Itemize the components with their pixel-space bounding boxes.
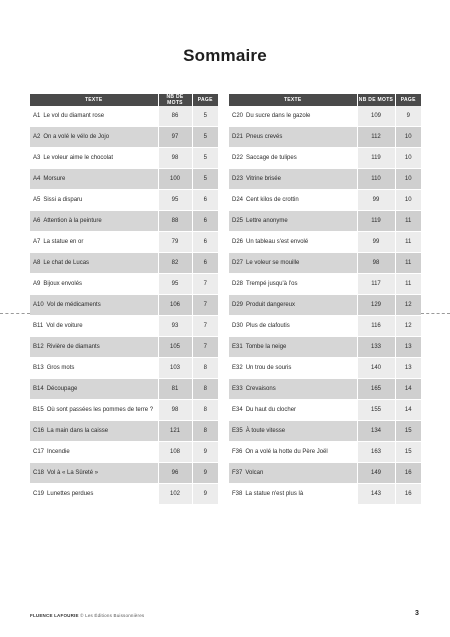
table-row: [229, 148, 421, 169]
table-row: [30, 358, 218, 379]
footer-brand: FLUENCE LAFOURIE: [30, 613, 79, 618]
word-count-cell: 93: [158, 316, 192, 337]
page-cell: 8: [192, 421, 218, 442]
story-code: B13: [33, 365, 44, 371]
table-row: [229, 274, 421, 295]
story-title: Trempé jusqu'à l'os: [246, 281, 298, 287]
page-cell: 9: [192, 463, 218, 484]
story-title: Sissi a disparu: [43, 197, 83, 203]
page-cell: 14: [395, 400, 421, 421]
story-code: D29: [232, 302, 244, 308]
story-code: B15: [33, 407, 44, 413]
story-title-cell: [229, 421, 357, 442]
word-count-cell: 86: [158, 106, 192, 127]
table-row: [30, 169, 218, 190]
story-title: Du haut du clocher: [245, 407, 297, 413]
story-title-cell: [229, 190, 357, 211]
page-cell: 10: [395, 127, 421, 148]
cut-mark-right: [421, 313, 450, 314]
table-row: [229, 316, 421, 337]
story-title-cell: [30, 337, 158, 358]
table-row: [30, 379, 218, 400]
word-count-cell: 119: [357, 148, 395, 169]
story-title: Lunettes perdues: [47, 491, 94, 497]
story-title-cell: [30, 316, 158, 337]
page-cell: 6: [192, 232, 218, 253]
header-word-count: NB DE MOTS: [158, 94, 192, 106]
story-title-cell: [229, 358, 357, 379]
page-cell: 14: [395, 379, 421, 400]
word-count-cell: 134: [357, 421, 395, 442]
page-cell: 5: [192, 127, 218, 148]
table-header-row: [229, 94, 421, 106]
story-code: F36: [232, 449, 243, 455]
word-count-cell: 82: [158, 253, 192, 274]
table-row: [30, 337, 218, 358]
story-title: Découpage: [46, 386, 78, 392]
story-title: Attention à la peinture: [43, 218, 102, 224]
story-code: D26: [232, 239, 244, 245]
table-row: [229, 421, 421, 442]
story-code: E34: [232, 407, 243, 413]
story-title: Pneus crevés: [246, 134, 283, 140]
table-header-row: [30, 94, 218, 106]
story-title-cell: [30, 421, 158, 442]
word-count-cell: 98: [158, 148, 192, 169]
story-title: On a volé la hotte du Père Joël: [245, 449, 328, 455]
word-count-cell: 102: [158, 484, 192, 505]
page-cell: 13: [395, 358, 421, 379]
story-title-cell: [229, 484, 357, 505]
story-code: A3: [33, 155, 41, 161]
word-count-cell: 103: [158, 358, 192, 379]
table-row: [229, 463, 421, 484]
page-cell: 9: [192, 442, 218, 463]
story-code: F38: [232, 491, 243, 497]
story-title-cell: [229, 379, 357, 400]
contents-table-left: [30, 94, 218, 505]
table-row: [30, 295, 218, 316]
word-count-cell: 97: [158, 127, 192, 148]
story-title: À toute vitesse: [245, 428, 286, 434]
story-title: Vol de voiture: [46, 323, 83, 329]
table-row: [229, 127, 421, 148]
story-title-cell: [30, 442, 158, 463]
table-row: [229, 211, 421, 232]
story-title: Lettre anonyme: [246, 218, 288, 224]
table-row: [30, 253, 218, 274]
word-count-cell: 163: [357, 442, 395, 463]
story-title: Saccage de tulipes: [246, 155, 297, 161]
table-row: [229, 106, 421, 127]
story-title: Rivière de diamants: [46, 344, 100, 350]
story-code: C18: [33, 470, 45, 476]
story-title-cell: [229, 274, 357, 295]
page-cell: 9: [395, 106, 421, 127]
story-code: D21: [232, 134, 244, 140]
header-text: TEXTE: [229, 94, 357, 106]
table-row: [229, 169, 421, 190]
word-count-cell: 95: [158, 190, 192, 211]
story-title-cell: [30, 190, 158, 211]
story-title: Produit dangereux: [246, 302, 296, 308]
story-code: C20: [232, 113, 244, 119]
story-title-cell: [30, 253, 158, 274]
page-cell: 13: [395, 337, 421, 358]
story-title: On a volé le vélo de Jojo: [43, 134, 110, 140]
page-cell: 7: [192, 316, 218, 337]
word-count-cell: 112: [357, 127, 395, 148]
page-cell: 9: [192, 484, 218, 505]
story-title-cell: [30, 379, 158, 400]
story-title-cell: [229, 106, 357, 127]
table-row: [229, 442, 421, 463]
story-title: Gros mots: [46, 365, 75, 371]
word-count-cell: 121: [158, 421, 192, 442]
page-cell: 15: [395, 442, 421, 463]
word-count-cell: 155: [357, 400, 395, 421]
header-text: TEXTE: [30, 94, 158, 106]
story-code: F37: [232, 470, 243, 476]
page-cell: 7: [192, 274, 218, 295]
story-code: E32: [232, 365, 243, 371]
story-code: D25: [232, 218, 244, 224]
page-cell: 16: [395, 484, 421, 505]
page-cell: 6: [192, 190, 218, 211]
table-row: [30, 484, 218, 505]
story-title: Cent kilos de crottin: [246, 197, 299, 203]
table-row: [30, 232, 218, 253]
word-count-cell: 100: [158, 169, 192, 190]
header-page: PAGE: [395, 94, 421, 106]
page-cell: 10: [395, 190, 421, 211]
page-cell: 8: [192, 379, 218, 400]
story-code: A10: [33, 302, 44, 308]
table-row: [30, 148, 218, 169]
story-code: E33: [232, 386, 243, 392]
page-cell: 7: [192, 337, 218, 358]
page-cell: 7: [192, 295, 218, 316]
table-row: [30, 190, 218, 211]
page-cell: 11: [395, 253, 421, 274]
cut-mark-left: [0, 313, 30, 314]
story-code: A7: [33, 239, 41, 245]
story-title: Un tableau s'est envolé: [246, 239, 309, 245]
story-code: A2: [33, 134, 41, 140]
story-title-cell: [30, 127, 158, 148]
story-title-cell: [30, 400, 158, 421]
story-title-cell: [229, 337, 357, 358]
story-title-cell: [229, 295, 357, 316]
page-cell: 5: [192, 148, 218, 169]
table-row: [229, 379, 421, 400]
table-row: [229, 295, 421, 316]
footer-credit: [30, 613, 144, 618]
word-count-cell: 119: [357, 211, 395, 232]
story-code: D27: [232, 260, 244, 266]
story-code: A4: [33, 176, 41, 182]
story-title-cell: [229, 442, 357, 463]
page-number: 3: [415, 610, 419, 617]
page-cell: 5: [192, 169, 218, 190]
word-count-cell: 110: [357, 169, 395, 190]
page-cell: 5: [192, 106, 218, 127]
page-cell: 15: [395, 421, 421, 442]
story-title-cell: [229, 463, 357, 484]
page-cell: 11: [395, 211, 421, 232]
story-title: Incendie: [47, 449, 70, 455]
story-code: C16: [33, 428, 45, 434]
story-title: Vol de médicaments: [46, 302, 101, 308]
story-title: Plus de clafoutis: [246, 323, 290, 329]
story-title-cell: [229, 316, 357, 337]
story-title: Le voleur se mouille: [246, 260, 300, 266]
word-count-cell: 108: [158, 442, 192, 463]
story-title-cell: [229, 127, 357, 148]
word-count-cell: 98: [158, 400, 192, 421]
header-word-count: NB DE MOTS: [357, 94, 395, 106]
story-title-cell: [229, 169, 357, 190]
story-title: Volcan: [245, 470, 264, 476]
story-title: Où sont passées les pommes de terre ?: [46, 407, 154, 413]
story-title-cell: [229, 148, 357, 169]
header-page: PAGE: [192, 94, 218, 106]
story-title-cell: [229, 400, 357, 421]
story-title: Un trou de souris: [245, 365, 292, 371]
story-title-cell: [30, 232, 158, 253]
story-title-cell: [229, 253, 357, 274]
story-code: A8: [33, 260, 41, 266]
page-cell: 6: [192, 253, 218, 274]
story-code: C19: [33, 491, 45, 497]
word-count-cell: 105: [158, 337, 192, 358]
page-cell: 8: [192, 400, 218, 421]
story-code: A5: [33, 197, 41, 203]
story-title-cell: [30, 484, 158, 505]
story-title-cell: [30, 106, 158, 127]
story-code: B12: [33, 344, 44, 350]
story-title-cell: [30, 295, 158, 316]
story-code: B14: [33, 386, 44, 392]
table-row: [229, 232, 421, 253]
word-count-cell: 149: [357, 463, 395, 484]
story-code: C17: [33, 449, 45, 455]
word-count-cell: 96: [158, 463, 192, 484]
story-title: Le voleur aime le chocolat: [43, 155, 114, 161]
story-code: D28: [232, 281, 244, 287]
word-count-cell: 95: [158, 274, 192, 295]
page-title: Sommaire: [183, 46, 267, 65]
story-title-cell: [229, 211, 357, 232]
story-code: A9: [33, 281, 41, 287]
word-count-cell: 117: [357, 274, 395, 295]
table-row: [30, 274, 218, 295]
table-row: [30, 463, 218, 484]
word-count-cell: 129: [357, 295, 395, 316]
story-title: Tombe la neige: [245, 344, 287, 350]
page-cell: 11: [395, 274, 421, 295]
table-row: [229, 253, 421, 274]
page-cell: 6: [192, 211, 218, 232]
table-row: [30, 442, 218, 463]
story-title: Bijoux envolés: [43, 281, 83, 287]
word-count-cell: 99: [357, 190, 395, 211]
word-count-cell: 140: [357, 358, 395, 379]
page-cell: 11: [395, 232, 421, 253]
word-count-cell: 143: [357, 484, 395, 505]
footer-publisher: © Les Éditions Buissonnières: [80, 613, 145, 618]
story-title-cell: [30, 148, 158, 169]
story-title-cell: [229, 232, 357, 253]
story-title-cell: [30, 463, 158, 484]
story-code: D23: [232, 176, 244, 182]
story-title: La statue en or: [43, 239, 84, 245]
story-title: La main dans la caisse: [47, 428, 109, 434]
story-title-cell: [30, 211, 158, 232]
story-title-cell: [30, 169, 158, 190]
table-row: [30, 316, 218, 337]
story-code: A6: [33, 218, 41, 224]
story-title-cell: [30, 358, 158, 379]
word-count-cell: 106: [158, 295, 192, 316]
word-count-cell: 98: [357, 253, 395, 274]
word-count-cell: 81: [158, 379, 192, 400]
page-cell: 12: [395, 295, 421, 316]
page-cell: 10: [395, 148, 421, 169]
story-title: La statue n'est plus là: [245, 491, 304, 497]
story-title: Vol à « La Sûreté »: [47, 470, 99, 476]
table-row: [229, 484, 421, 505]
page-cell: 12: [395, 316, 421, 337]
story-title-cell: [30, 274, 158, 295]
story-code: E35: [232, 428, 243, 434]
page-cell: 16: [395, 463, 421, 484]
word-count-cell: 88: [158, 211, 192, 232]
table-row: [30, 127, 218, 148]
table-row: [30, 211, 218, 232]
story-title: Vitrine brisée: [246, 176, 281, 182]
story-title: Le vol du diamant rose: [43, 113, 105, 119]
word-count-cell: 99: [357, 232, 395, 253]
story-title: Morsure: [43, 176, 66, 182]
story-title: Du sucre dans le gazole: [246, 113, 311, 119]
table-row: [30, 400, 218, 421]
story-title: Le chat de Lucas: [43, 260, 90, 266]
word-count-cell: 79: [158, 232, 192, 253]
word-count-cell: 109: [357, 106, 395, 127]
page-cell: 10: [395, 169, 421, 190]
table-row: [229, 358, 421, 379]
word-count-cell: 116: [357, 316, 395, 337]
table-row: [229, 337, 421, 358]
table-row: [229, 400, 421, 421]
contents-table-right: [229, 94, 421, 505]
table-row: [30, 421, 218, 442]
page-cell: 8: [192, 358, 218, 379]
word-count-cell: 133: [357, 337, 395, 358]
story-code: D30: [232, 323, 244, 329]
table-row: [30, 106, 218, 127]
story-code: E31: [232, 344, 243, 350]
table-row: [229, 190, 421, 211]
word-count-cell: 165: [357, 379, 395, 400]
story-title: Crevaisons: [245, 386, 276, 392]
story-code: D24: [232, 197, 244, 203]
story-code: D22: [232, 155, 244, 161]
story-code: B11: [33, 323, 44, 329]
story-code: A1: [33, 113, 41, 119]
